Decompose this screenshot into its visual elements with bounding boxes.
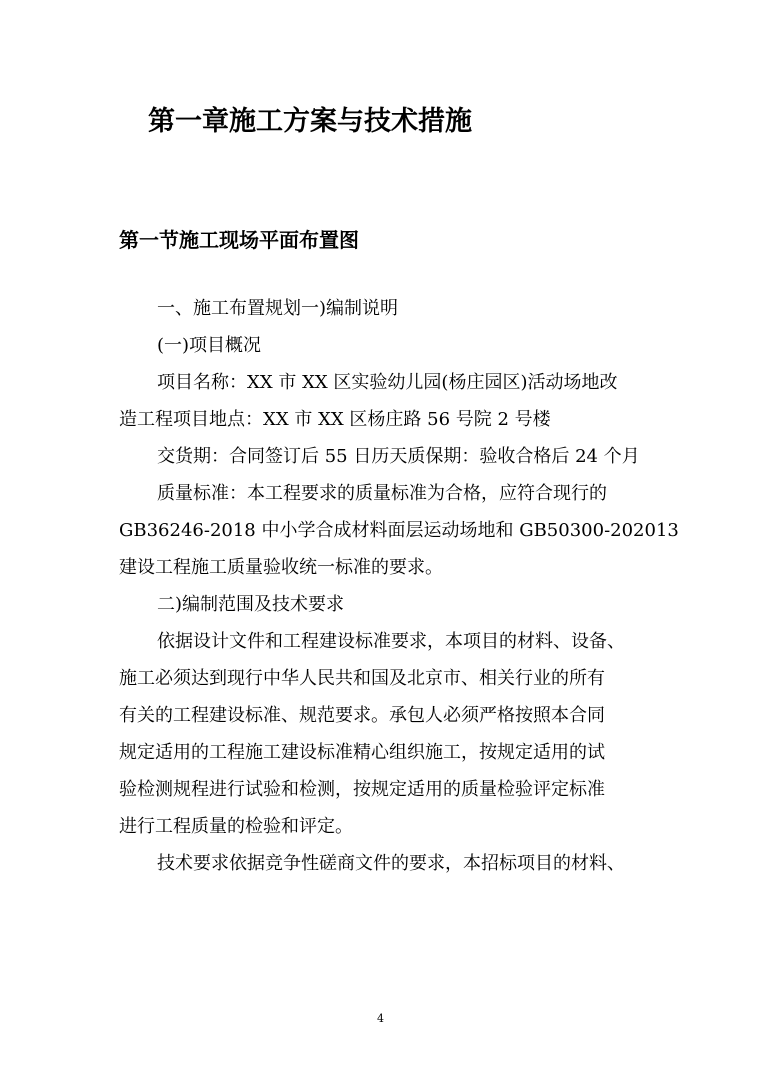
text-line: GB36246-2018 中小学合成材料面层运动场地和 GB50300-202013 xyxy=(119,520,679,541)
text-line: 一、施工布置规划一)编制说明 xyxy=(157,298,399,319)
text-line: 质量标准：本工程要求的质量标准为合格，应符合现行的 xyxy=(157,483,607,504)
section-title: 第一节施工现场平面布置图 xyxy=(119,228,359,252)
body-text xyxy=(119,290,679,882)
text-line: 建设工程施工质量验收统一标准的要求。 xyxy=(119,557,443,578)
text-line: 项目名称：XX 市 XX 区实验幼儿园(杨庄园区)活动场地改 xyxy=(157,372,618,393)
text-line: 造工程项目地点：XX 市 XX 区杨庄路 56 号院 2 号楼 xyxy=(119,409,551,430)
text-line: 施工必须达到现行中华人民共和国及北京市、相关行业的所有 xyxy=(119,668,605,689)
chapter-title: 第一章施工方案与技术措施 xyxy=(148,106,472,137)
text-line: 依据设计文件和工程建设标准要求，本项目的材料、设备、 xyxy=(157,631,625,652)
text-line: 技术要求依据竞争性磋商文件的要求，本招标项目的材料、 xyxy=(157,853,625,874)
text-line: 交货期：合同签订后 55 日历天质保期：验收合格后 24 个月 xyxy=(157,446,640,467)
text-line: 二)编制范围及技术要求 xyxy=(157,594,345,615)
text-line: (一)项目概况 xyxy=(157,335,262,356)
page-number: 4 xyxy=(377,1012,384,1025)
text-line: 有关的工程建设标准、规范要求。承包人必须严格按照本合同 xyxy=(119,705,605,726)
text-line: 进行工程质量的检验和评定。 xyxy=(119,816,353,837)
text-line: 规定适用的工程施工建设标准精心组织施工，按规定适用的试 xyxy=(119,742,605,763)
text-line: 验检测规程进行试验和检测，按规定适用的质量检验评定标准 xyxy=(119,779,605,800)
